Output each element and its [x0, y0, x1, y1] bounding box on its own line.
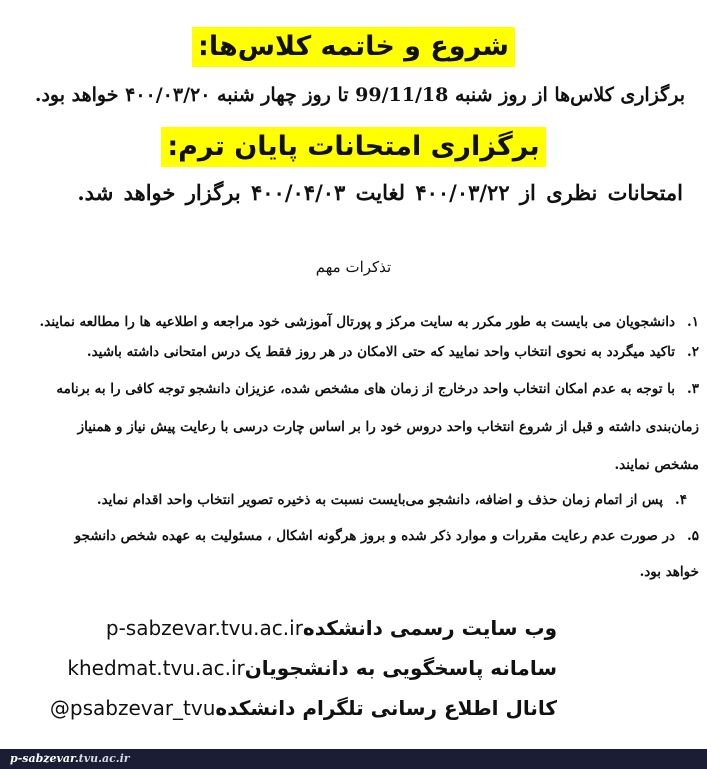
note-text: با توجه به عدم امکان انتخاب واحد درخارج از زمان های مشخص شده، عزیزان دانشجو توجه کافی را به برنامه زمان‌بندی داشته و قبل از شروع انتخاب واحد دروس خود را بر اساس چارت درسی با رعایت پیش نیاز و همنیاز مشخص نمایند. [56, 381, 699, 473]
note-number: ۲. [687, 344, 699, 360]
website-row [50, 608, 557, 648]
note-number: ۴. [675, 492, 687, 508]
note-number: ۵. [687, 528, 699, 544]
website-link[interactable]: p-sabzevar.tvu.ac.ir [105, 616, 303, 640]
support-row [50, 648, 557, 688]
note-number: ۳. [687, 381, 699, 397]
note-item [9, 518, 699, 590]
note-text: در صورت عدم رعایت مقررات و موارد ذکر شده و بروز هرگونه اشکال ، مسئولیت به عهده شخص دانشجو خواهد بود. [74, 528, 699, 580]
contact-links [50, 608, 557, 728]
note-item [9, 370, 699, 484]
note-text: دانشجویان می بایست به طور مکرر به سایت مرکز و پورتال آموزشی خود مراجعه و اطلاعیه ها را مطالعه نمایند. [39, 314, 676, 330]
section2-heading-wrap [0, 127, 707, 167]
note-number: ۱. [687, 314, 699, 330]
telegram-label: کانال اطلاع رسانی تلگرام دانشکده [215, 696, 557, 720]
telegram-row [50, 688, 557, 728]
footer-prefix: p-sabzevar. [10, 752, 79, 765]
telegram-link[interactable]: @psabzevar_tvu [49, 696, 216, 720]
note-item [9, 486, 699, 514]
note-item [9, 338, 699, 366]
note-text: پس از اتمام زمان حذف و اضافه، دانشجو می‌بایست نسبت به ذخیره تصویر انتخاب واحد اقدام نماید. [96, 492, 664, 508]
footer-site-badge[interactable] [0, 749, 140, 769]
footer-domain: tvu.ac.ir [78, 752, 130, 765]
support-link[interactable]: khedmat.tvu.ac.ir [67, 656, 245, 680]
classes-schedule-text: برگزاری کلاس‌ها از روز شنبه 99/11/18 تا روز چهار شنبه ۴۰۰/۰۳/۲۰ خواهد بود. [34, 84, 685, 106]
classes-schedule-heading: شروع و خاتمه کلاس‌ها: [192, 27, 515, 67]
final-exams-text: امتحانات نظری از ۴۰۰/۰۳/۲۲ لغایت ۴۰۰/۰۴/۰۳ برگزار خواهد شد. [77, 180, 683, 205]
notes-title: تذکرات مهم [315, 258, 392, 276]
note-item [9, 308, 699, 336]
note-text: تاکید میگردد به نحوی انتخاب واحد نمایید که حتی الامکان در هر روز فقط یک درس امتحانی داشته باشید. [86, 344, 676, 360]
section1-heading-wrap [0, 27, 707, 67]
support-label: سامانه پاسخگویی به دانشجویان [244, 656, 557, 680]
website-label: وب سایت رسمی دانشکده [302, 616, 557, 640]
final-exams-heading: برگزاری امتحانات پایان ترم: [161, 127, 545, 167]
notes-list [9, 308, 699, 590]
